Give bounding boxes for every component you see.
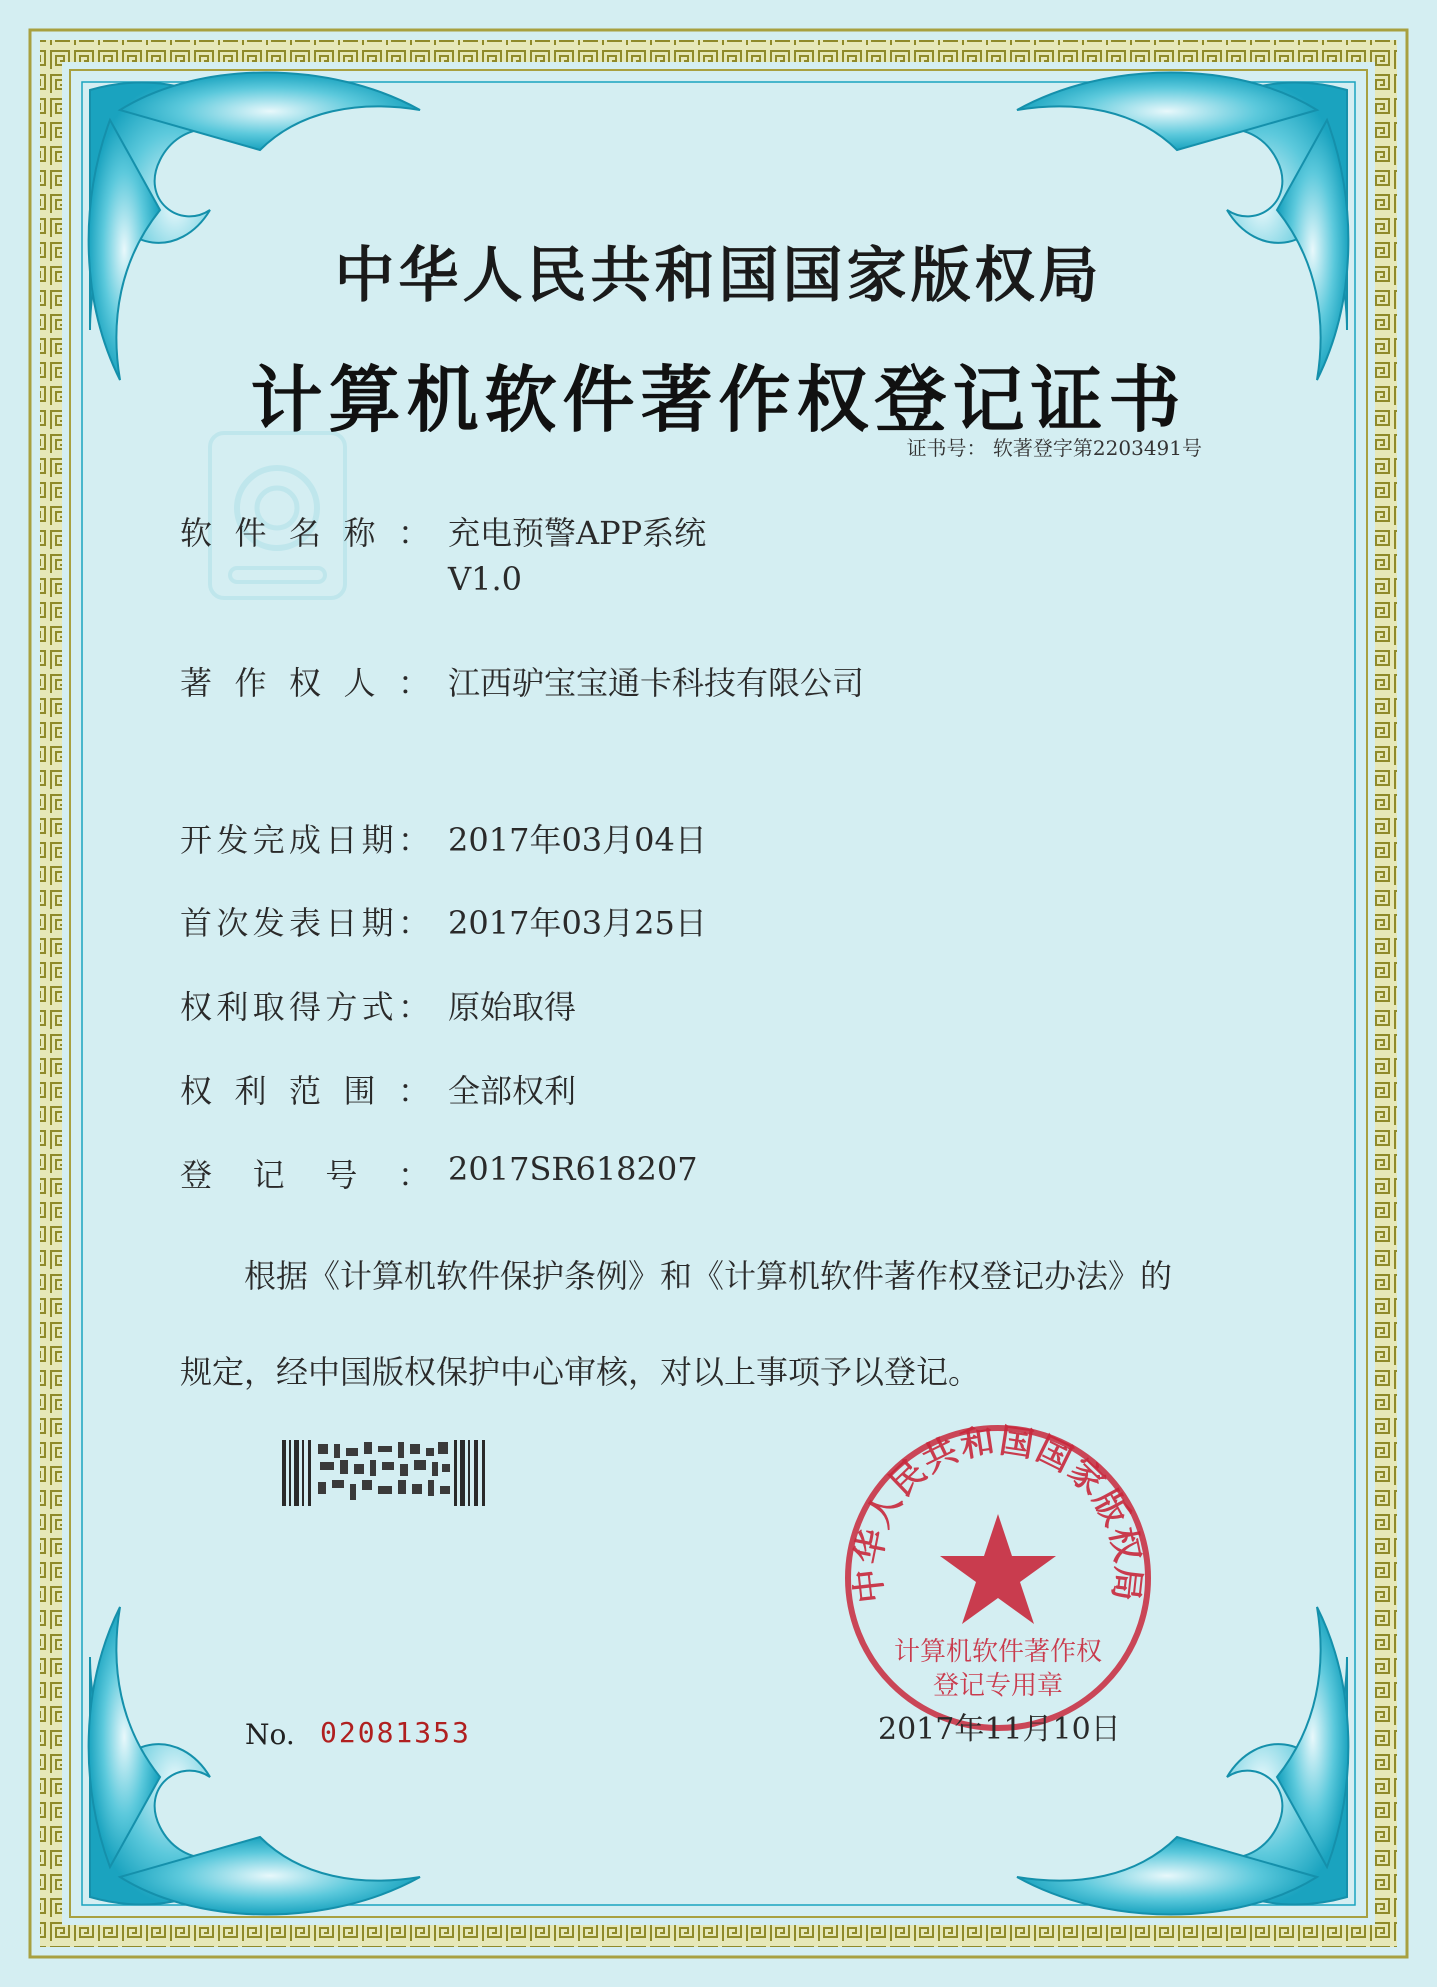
issue-date: 2017年11月10日 [878, 1712, 1121, 1747]
certificate-number-label: 证书号： [906, 436, 987, 460]
field-value: 2017年03月25日 [448, 904, 707, 942]
official-seal [838, 1418, 1158, 1738]
statement-line-1: 根据《计算机软件保护条例》和《计算机软件著作权登记办法》的 [244, 1257, 1173, 1295]
field-label: 权利范围： [180, 1072, 430, 1110]
certificate-title: 计算机软件著作权登记证书 [250, 358, 1187, 442]
corner-ornament-top-right [1017, 73, 1348, 381]
issuer-title: 中华人民共和国国家版权局 [334, 241, 1103, 311]
software-version-value: V1.0 [448, 560, 522, 598]
seal-inner-line-1: 计算机软件著作权 [893, 1637, 1103, 1667]
field-value: 2017年03月04日 [448, 821, 707, 859]
software-name-value: 充电预警APP系统 [448, 514, 707, 552]
field-label: 首次发表日期： [180, 904, 430, 942]
field-acquisition-method [180, 982, 576, 1028]
field-value: 江西驴宝宝通卡科技有限公司 [448, 664, 865, 702]
seal-outer-text: 中华人民共和国国家版权局 [847, 1420, 1149, 1605]
corner-ornament-bottom-left [89, 1607, 420, 1915]
field-registration-number [180, 1150, 698, 1196]
serial-number: 02081353 [320, 1716, 471, 1749]
certificate-number [907, 432, 1202, 461]
certificate-number-value: 软著登字第2203491号 [992, 436, 1202, 460]
field-label: 登记号： [180, 1156, 430, 1194]
field-label: 权利取得方式： [180, 988, 430, 1026]
field-value: 全部权利 [448, 1072, 577, 1110]
field-label: 开发完成日期： [180, 821, 430, 859]
field-label: 软件名称： [180, 514, 430, 552]
statement-line-2: 规定，经中国版权保护中心审核，对以上事项予以登记。 [180, 1353, 981, 1391]
serial-label: No. [245, 1718, 295, 1751]
barcode [282, 1440, 488, 1506]
field-software-name [180, 508, 706, 598]
field-value: 2017SR618207 [448, 1150, 698, 1188]
seal-star-icon [940, 1514, 1056, 1624]
seal-inner-line-2: 登记专用章 [932, 1671, 1064, 1701]
registration-statement [180, 1228, 1280, 1420]
field-label: 著作权人： [180, 664, 430, 702]
field-rights-scope [180, 1066, 576, 1112]
field-copyright-owner [180, 658, 864, 704]
field-completion-date [180, 815, 707, 861]
field-value [448, 508, 706, 598]
field-publish-date [180, 898, 707, 944]
corner-ornament-top-left [89, 73, 420, 381]
field-value: 原始取得 [448, 988, 577, 1026]
